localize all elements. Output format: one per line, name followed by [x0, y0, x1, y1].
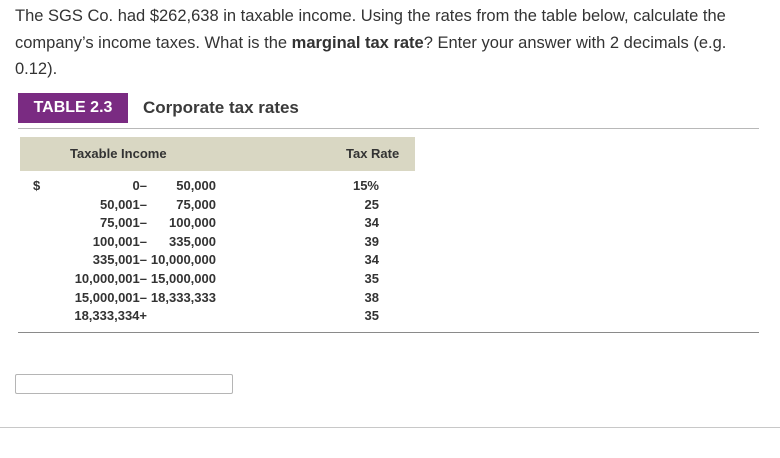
bracket-low: 18,333,334+ — [74, 308, 147, 324]
currency-symbol: $ — [33, 178, 41, 193]
table-row — [20, 251, 415, 270]
question-part-1: The SGS Co. had $262,638 in taxable income. Using the rates from the table below, calculate the company’s income taxes. What is the — [15, 7, 726, 52]
bracket-rate: 39 — [364, 233, 379, 249]
section-divider — [0, 427, 780, 428]
bracket-high: 100,000 — [169, 215, 216, 231]
bracket-low: 15,000,001– — [74, 289, 147, 305]
table-row — [20, 270, 415, 289]
answer-input[interactable] — [15, 374, 233, 394]
table-row — [20, 233, 415, 252]
bracket-high: 18,333,333 — [150, 289, 216, 305]
bracket-rate: 25 — [364, 196, 379, 212]
tax-table-body — [20, 177, 415, 326]
bracket-low: 10,000,001– — [74, 270, 147, 286]
table-row — [20, 177, 415, 196]
column-tax-rate: Tax Rate — [346, 146, 400, 161]
table-top-divider — [18, 128, 759, 129]
bracket-rate: 34 — [364, 252, 379, 268]
bracket-low: 75,001– — [100, 215, 147, 231]
bracket-high: 335,000 — [169, 233, 216, 249]
bracket-low: 50,001– — [100, 196, 147, 212]
bracket-high: 10,000,000 — [150, 252, 216, 268]
table-row — [20, 307, 415, 326]
column-taxable-income: Taxable Income — [70, 146, 167, 161]
bracket-rate: 35 — [364, 308, 379, 324]
table-bottom-divider — [18, 332, 759, 333]
table-badge: TABLE 2.3 — [18, 93, 128, 123]
question-text — [15, 3, 765, 83]
question-part-2: ? Enter your answer with 2 decimals (e.g. 0.12). — [15, 33, 727, 78]
bracket-low: 0– — [132, 178, 147, 193]
question-emphasis: marginal tax rate — [291, 33, 424, 52]
bracket-high: 75,000 — [176, 196, 216, 212]
table-row — [20, 289, 415, 308]
table-row — [20, 214, 415, 233]
bracket-low: 335,001– — [92, 252, 147, 268]
bracket-rate: 38 — [364, 289, 379, 305]
bracket-rate: 35 — [364, 270, 379, 286]
table-column-header — [20, 137, 415, 171]
bracket-rate: 34 — [364, 215, 379, 231]
bracket-rate: 15% — [352, 178, 379, 193]
bracket-high: 15,000,000 — [150, 270, 216, 286]
table-row — [20, 196, 415, 215]
bracket-low: 100,001– — [92, 233, 147, 249]
bracket-high: 50,000 — [176, 178, 216, 193]
table-title: Corporate tax rates — [143, 98, 299, 117]
